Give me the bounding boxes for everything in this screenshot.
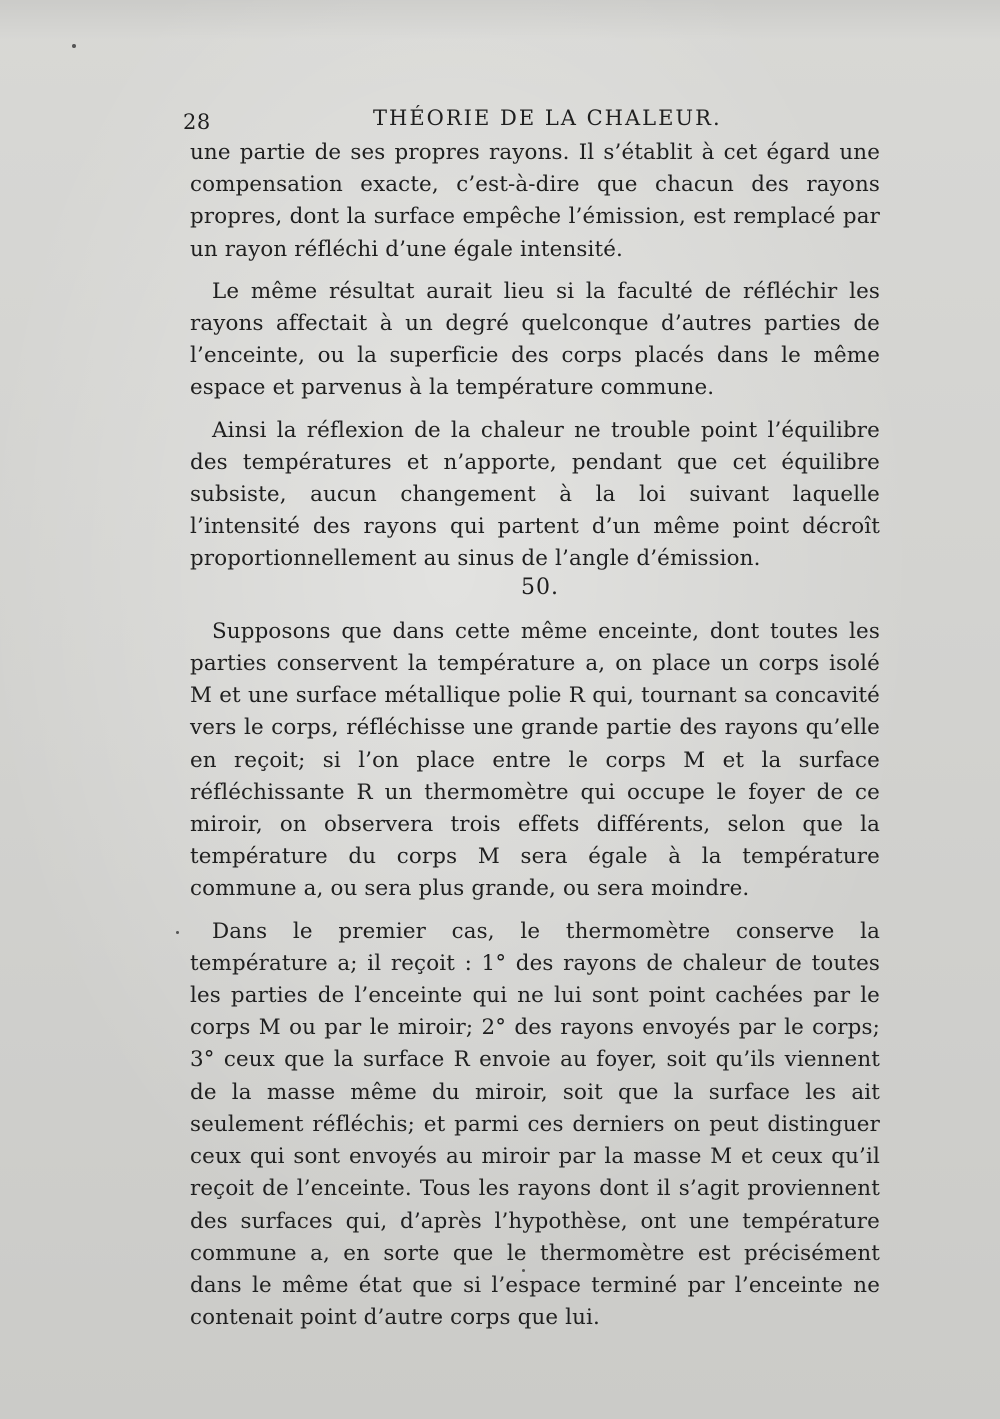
section-number: 50. bbox=[521, 574, 559, 600]
paragraph: Supposons que dans cette même enceinte, dont toutes les parties conservent la température a, on place un corps isolé M et une surface métallique polie R qui, tournant sa concavité vers le corps, réfléchisse une grande partie des rayons qu’elle en reçoit; si l’on place entre le corps M et la surface réfléchissante R un thermomètre qui occupe le foyer de ce miroir, on observera trois effets différents, selon que la température du corps M sera égale à la température commune a, ou sera plus grande, ou sera moindre. bbox=[190, 618, 880, 902]
paper-speck bbox=[522, 1269, 525, 1272]
running-title: THÉORIE DE LA CHALEUR. bbox=[373, 106, 722, 130]
page-header bbox=[183, 104, 883, 136]
paragraph: Le même résultat aurait lieu si la faculté de réfléchir les rayons affectait à un degré quelconque d’autres parties de l’enceinte, ou la superficie des corps placés dans le même espace et parvenus à la température commune. bbox=[190, 278, 880, 401]
page-number: 28 bbox=[183, 110, 211, 134]
page-top-shadow bbox=[0, 0, 1000, 40]
paragraph: Ainsi la réflexion de la chaleur ne trouble point l’équilibre des températures et n’apporte, pendant que cet équilibre subsiste, aucun changement à la loi suivant laquelle l’intensité des rayons qui partent d’un même point décroît proportionnellement au sinus de l’angle d’émission. bbox=[190, 417, 880, 572]
body-text bbox=[190, 137, 880, 1344]
paragraph: Dans le premier cas, le thermomètre conserve la température a; il reçoit : 1° des rayons de chaleur de toutes les parties de l’enceinte qui ne lui sont point cachées par le corps M ou par le miroir; 2° des rayons envoyés par le corps; 3° ceux que la surface R envoie au foyer, soit qu’ils viennent de la masse même du miroir, soit que la surface les ait seulement réfléchis; et parmi ces derniers on peut distinguer ceux qui sont envoyés au miroir par la masse M et ceux qu’il reçoit de l’enceinte. Tous les rayons dont il s’agit proviennent des surfaces qui, d’après l’hypothèse, ont une température commune a, en sorte que le thermomètre est précisément dans le même état que si l’espace terminé par l’enceinte ne contenait point d’autre corps que lui. bbox=[190, 918, 880, 1331]
paper-speck bbox=[176, 931, 179, 934]
paper-speck bbox=[72, 44, 76, 48]
paragraph-continued: une partie de ses propres rayons. Il s’établit à cet égard une compensation exacte, c’est-à-dire que chacun des rayons propres, dont la surface empêche l’émission, est remplacé par un rayon réfléchi d’une égale intensité. bbox=[190, 140, 880, 262]
